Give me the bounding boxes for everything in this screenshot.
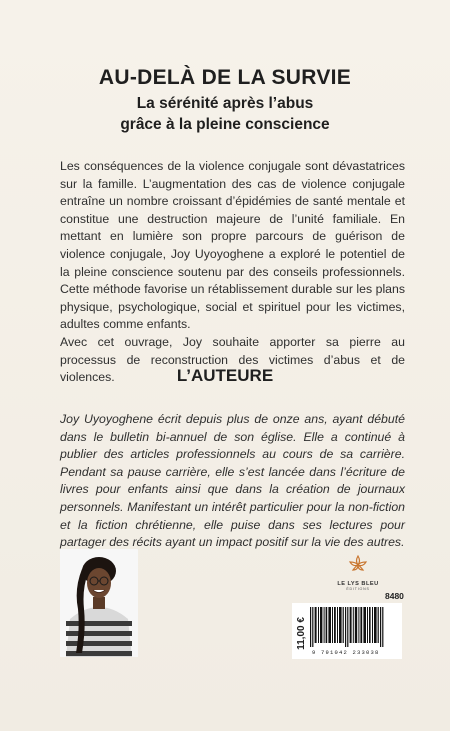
book-summary <box>60 158 405 387</box>
book-title: AU-DELÀ DE LA SURVIE <box>98 66 352 89</box>
author-heading: L’AUTEURE <box>176 366 274 385</box>
publisher-name: LE LYS BLEU <box>337 581 379 587</box>
author-portrait-image <box>60 549 138 657</box>
publisher-code: 8480 <box>385 591 404 601</box>
publisher-tagline: ÉDITIONS <box>346 587 370 591</box>
book-subtitle-line2: grâce à la pleine conscience <box>120 116 330 133</box>
publisher-logo <box>330 554 386 591</box>
book-subtitle-line1: La sérénité après l’abus <box>136 95 314 112</box>
summary-paragraph: Avec cet ouvrage, Joy souhaite apporter sa pierre au processus de reconstruction des victimes d’abus et de violences. <box>60 334 405 385</box>
author-photo <box>60 549 138 657</box>
lily-flower-icon <box>348 554 368 574</box>
price: 11,00 € <box>295 617 307 650</box>
summary-paragraph: Les conséquences de la violence conjugale sont dévastatrices sur la famille. L’augmentation des cas de violence conjugale entraîne un nombre croissant d’épidémies de santé mentale et constitue une destruction majeure de l’unité familiale. En mettant en lumière son propre parcours de guérison de violence conjugale, Joy Uyoyoghene a exploré le potentiel de la pleine conscience soutenu par des conseils professionnels. Cette méthode favorise un rétablissement durable sur les plans physique, psychologique, social et spirituel pour les victimes, adultes comme enfants. <box>60 159 405 332</box>
author-bio: Joy Uyoyoghene écrit depuis plus de onze ans, ayant débuté dans le bulletin bi-annuel de son église. Elle a continué à publier des articles professionnels au cours de sa carrière. Pendant sa pause carrière, elle s’est lancée dans l’écriture de livres pour enfants ainsi que dans la création de journaux personnels. Manifestant un intérêt particulier pour la non-fiction et la fiction chrétienne, elle puise dans ses lectures pour partager des récits ayant un impact positif sur la vie des autres. <box>60 412 405 550</box>
barcode-number: 9 791042 233038 <box>312 649 380 656</box>
